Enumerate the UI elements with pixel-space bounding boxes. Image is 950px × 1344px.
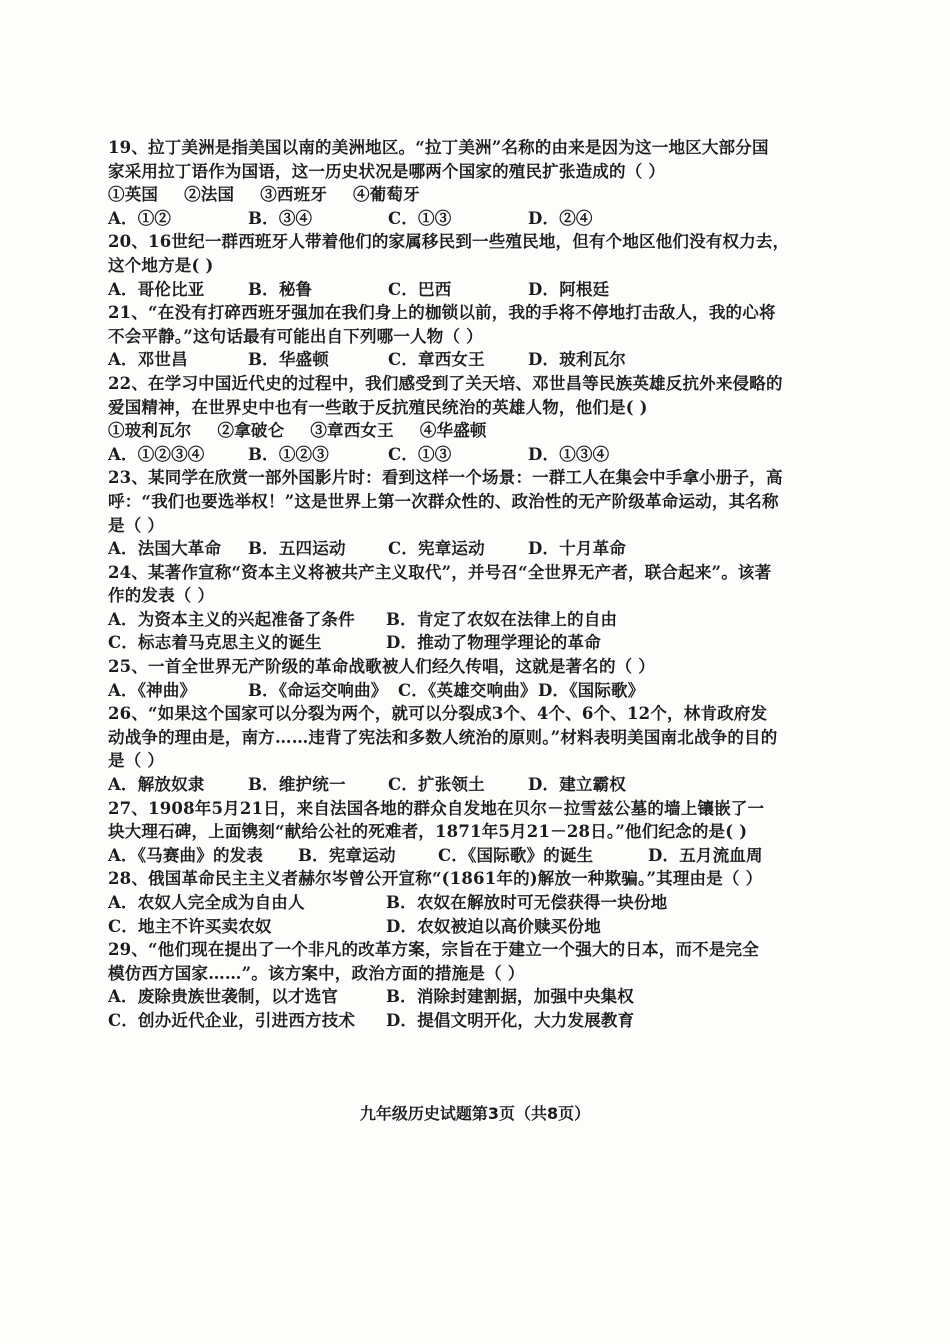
item: ①英国 [108,185,159,205]
question-stem-cont: 爱国精神，在世界史中也有一些敢于反抗殖民统治的英雄人物，他们是( ) [108,397,648,417]
option-d: D．提倡文明开化，大力发展教育 [386,1010,635,1030]
option-b: B．《命运交响曲》 [248,680,388,700]
option-row [108,443,828,467]
option-c: C．巴西 [388,279,452,299]
option-c: C．《英雄交响曲》 [398,680,537,700]
option-row [108,679,828,703]
option-c: C．《国际歌》的诞生 [438,845,594,865]
question-stem-cont: 呼：“我们也要选举权！”这是世界上第一次群众性的、政治性的无产阶级革命运动，其名称 [108,491,779,511]
option-a: A．《神曲》 [108,680,197,700]
option-a: A．废除贵族世袭制，以才选官 [108,987,339,1007]
option-row [108,608,828,632]
question-stem: 23、某同学在欣赏一部外国影片时：看到这样一个场景：一群工人在集会中手拿小册子，高 [108,468,783,488]
option-a: A．解放奴隶 [108,775,205,795]
option-d: D．五月流血周 [648,845,763,865]
option-row [108,278,828,302]
question-25 [108,655,828,702]
question-stem-cont: 这个地方是( ) [108,255,214,275]
question-stem-cont: 是（ ） [108,515,165,535]
option-c: C．①③ [388,208,452,228]
question-stem: 20、16世纪一群西班牙人带着他们的家属移民到一些殖民地，但有个地区他们没有权力去， [108,232,790,252]
option-b: B．消除封建割据，加强中央集权 [386,987,634,1007]
question-20 [108,230,828,301]
question-stem: 25、一首全世界无产阶级的革命战歌被人们经久传唱，这就是著名的（ ） [108,657,656,677]
question-29 [108,938,828,1032]
question-27 [108,797,828,868]
option-b: B．华盛顿 [248,350,329,370]
option-c: C．标志着马克思主义的诞生 [108,633,322,653]
option-a: A．为资本主义的兴起准备了条件 [108,609,355,629]
option-a: A．哥伦比亚 [108,279,205,299]
question-stem-cont: 块大理石碑，上面镌刻“献给公社的死难者，1871年5月21－28日。”他们纪念的是( ) [108,822,748,842]
option-d: D．十月革命 [528,539,627,559]
option-b: B．肯定了农奴在法律上的自由 [386,609,618,629]
question-stem-cont: 不会平静。”这句话最有可能出自下列哪一人物（ ） [108,326,483,346]
option-b: B．五四运动 [248,539,346,559]
option-row [108,891,828,915]
option-a: A．《马赛曲》的发表 [108,845,264,865]
question-items [108,419,828,443]
item: ④华盛顿 [419,421,487,441]
question-stem: 22、在学习中国近代史的过程中，我们感受到了关天培、邓世昌等民族英雄反抗外来侵略的 [108,373,783,393]
page-footer: 九年级历史试题第3页（共8页） [359,1104,591,1123]
question-stem: 24、某著作宣称“资本主义将被共产主义取代”，并号召“全世界无产者，联合起来”。该著 [108,562,772,582]
option-c: C．地主不许买卖农奴 [108,916,272,936]
option-d: D．阿根廷 [528,279,610,299]
question-stem-cont: 动战争的理由是，南方……违背了宪法和多数人统治的原则。”材料表明美国南北战争的目的 [108,727,778,747]
item: ③章西女王 [310,421,394,441]
option-c: C．扩张领土 [388,775,485,795]
option-row [108,207,828,231]
option-d: D．建立霸权 [528,775,627,795]
option-row [108,537,828,561]
option-a: A．①②③④ [108,444,205,464]
question-stem: 26、“如果这个国家可以分裂为两个，就可以分裂成3个、4个、6个、12个，林肯政府发 [108,704,768,724]
option-b: B．农奴在解放时可无偿获得一块份地 [386,893,668,912]
question-stem: 19、拉丁美洲是指美国以南的美洲地区。“拉丁美洲”名称的由来是因为这一地区大部分国 [108,138,769,157]
item: ②法国 [184,185,235,205]
question-stem-cont: 模仿西方国家……”。该方案中，政治方面的措施是（ ） [108,963,525,983]
question-19 [108,136,828,230]
question-26 [108,702,828,796]
question-22 [108,372,828,466]
option-c: C．章西女王 [388,350,485,370]
option-row [108,844,828,868]
option-d: D．推动了物理学理论的革命 [386,633,601,653]
question-stem: 27、1908年5月21日，来自法国各地的群众自发地在贝尔－拉雪兹公墓的墙上镶嵌了一 [108,798,765,818]
option-b: B．宪章运动 [298,845,396,865]
option-b: B．③④ [248,208,313,228]
question-items [108,183,828,207]
option-a: A．①② [108,208,172,228]
questions-area [108,136,828,1033]
option-row [108,1009,828,1033]
option-a: A．农奴人完全成为自由人 [108,893,305,912]
option-row [108,985,828,1009]
option-b: B．①②③ [248,444,329,464]
option-a: A．邓世昌 [108,350,188,370]
question-stem-cont: 家采用拉丁语作为国语，这一历史状况是哪两个国家的殖民扩张造成的（ ） [108,161,666,181]
option-a: A．法国大革命 [108,539,222,559]
question-stem: 28、俄国革命民主主义者赫尔岑曾公开宣称“(1861年的)解放一种欺骗。”其理由是（ ） [108,869,763,889]
option-row [108,773,828,797]
question-stem-cont: 是（ ） [108,751,165,771]
question-21 [108,301,828,372]
item: ③西班牙 [260,185,328,205]
option-b: B．秘鲁 [248,279,313,299]
option-row [108,631,828,655]
question-stem: 21、“在没有打碎西班牙强加在我们身上的枷锁以前，我的手将不停地打击敌人，我的心将 [108,303,776,323]
question-28 [108,867,828,938]
option-d: D．①③④ [528,444,610,464]
option-c: C．宪章运动 [388,539,485,559]
option-c: C．创办近代企业，引进西方技术 [108,1010,356,1030]
option-d: D．《国际歌》 [538,680,645,700]
option-d: D．②④ [528,208,593,228]
option-row [108,348,828,372]
question-stem: 29、“他们现在提出了一个非凡的改革方案，宗旨在于建立一个强大的日本，而不是完全 [108,940,759,960]
item: ②拿破仑 [217,421,285,441]
item: ④葡萄牙 [353,185,420,205]
option-row [108,915,828,939]
item: ①玻利瓦尔 [108,421,192,441]
option-b: B．维护统一 [248,775,346,795]
question-23 [108,466,828,560]
option-c: C．①③ [388,444,452,464]
question-24 [108,561,828,655]
option-d: D．玻利瓦尔 [528,350,627,370]
question-stem-cont: 作的发表（ ） [108,586,215,606]
option-d: D．农奴被迫以高价赎买份地 [386,916,601,936]
